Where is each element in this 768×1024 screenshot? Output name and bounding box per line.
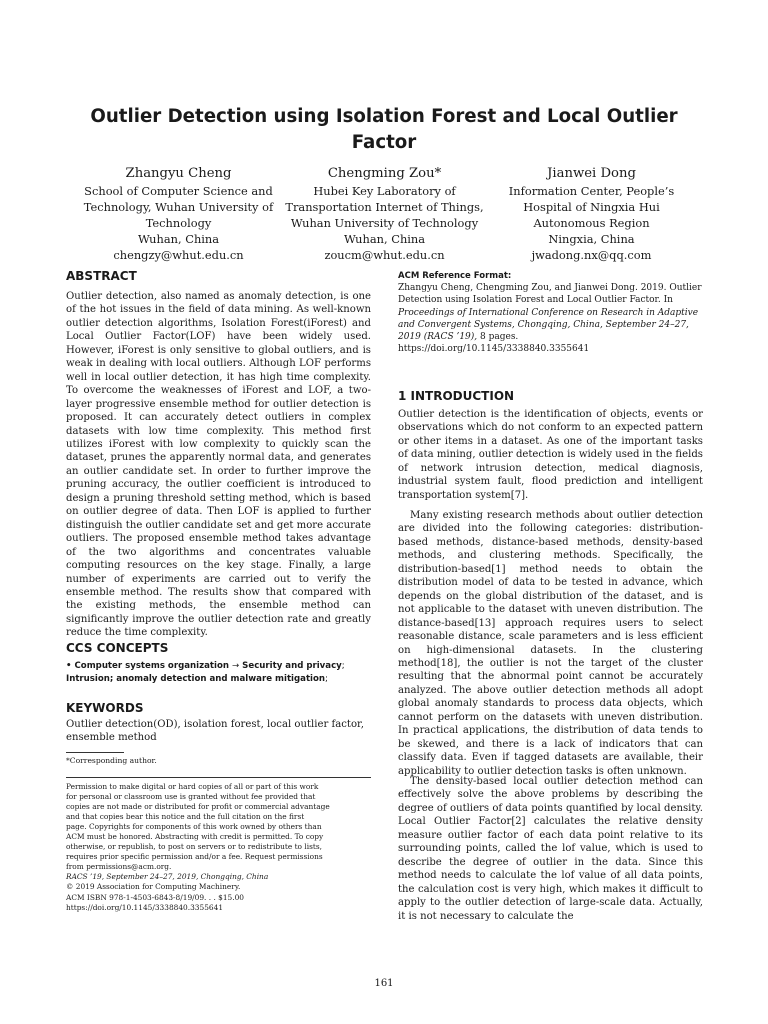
author-affiliation-line: Autonomous Region	[533, 216, 650, 230]
permission-divider	[66, 777, 371, 778]
keywords-heading: KEYWORDS	[66, 701, 144, 715]
ccs-separator: ;	[325, 674, 328, 685]
corresponding-author-footnote: *Corresponding author.	[66, 756, 157, 765]
footnote-divider	[66, 752, 124, 753]
reference-line	[398, 331, 702, 343]
author-name: Jianwei Dong	[547, 166, 636, 181]
author-block-3	[479, 164, 704, 263]
permission-line: Permission to make digital or hard copies of all or part of this work	[66, 782, 319, 791]
author-affiliation-line: Hospital of Ningxia Hui	[523, 200, 660, 214]
permission-notice	[66, 782, 371, 913]
author-affiliation-line: Information Center, People’s	[508, 184, 675, 198]
reference-line: Zhangyu Cheng, Chengming Zou, and Jianwei Dong. 2019. Outlier	[398, 283, 702, 293]
arrow-icon: →	[231, 661, 240, 671]
introduction-heading: 1 INTRODUCTION	[398, 389, 515, 403]
permission-line: for personal or classroom use is granted without fee provided that	[66, 792, 316, 802]
author-affiliation-line: Wuhan, China	[343, 232, 426, 246]
reference-line: Proceedings of International Conference on Research in Adaptive	[398, 307, 699, 318]
author-block-1	[66, 164, 291, 263]
author-name: Zhangyu Cheng	[125, 166, 232, 181]
page-number: 161	[374, 978, 394, 989]
author-email: zoucm@whut.edu.cn	[324, 248, 445, 262]
ccs-term: Computer systems organization	[74, 661, 229, 671]
permission-line: page. Copyrights for components of this work owned by others than	[66, 822, 322, 832]
permission-line: from permissions@acm.org.	[66, 862, 172, 872]
paper-title: Outlier Detection using Isolation Forest and Local Outlier Factor	[90, 106, 678, 153]
ccs-term: Security and privacy	[242, 661, 342, 671]
reference-line: Detection using Isolation Forest and Local Outlier Factor. In	[398, 295, 673, 306]
doi-link[interactable]: https://doi.org/10.1145/3338840.3355641	[66, 902, 224, 912]
keywords-text: Outlier detection(OD), isolation forest, local outlier factor, ensemble method	[66, 719, 364, 744]
ccs-concepts	[66, 660, 345, 687]
acm-reference-text	[398, 282, 702, 356]
ccs-separator: ;	[341, 661, 345, 671]
author-email: chengzy@whut.edu.cn	[113, 248, 244, 262]
permission-line: and that copies bear this notice and the full citation on the first	[66, 812, 305, 822]
author-affiliation-line: Hubei Key Laboratory of	[313, 184, 456, 198]
permission-line: otherwise, or republish, to post on servers or to redistribute to lists,	[66, 842, 322, 852]
conference-venue: RACS ’19, September 24–27, 2019, Chongqing, China	[66, 872, 269, 882]
author-affiliation-line: School of Computer Science and	[84, 184, 273, 198]
abstract-text: Outlier detection, also named as anomaly detection, is one of the hot issues in the field of data mining. As well-known outlier detection algorithms, Isolation Forest(iForest) and Local Outlier Factor(LOF) have been widely used. However, iForest is only sensitive to global outliers, and is weak in dealing with local outliers. Although LOF performs well in local outlier detection, it has high time complexity. To overcome the weaknesses of iForest and LOF, a two-layer progressive ensemble method for outlier detection is proposed. It can accurately detect outliers in complex datasets with low time complexity. This method first utilizes iForest with low complexity to quickly scan the dataset, prunes the apparently normal data, and generates an outlier candidate set. In order to further improve the pruning accuracy, the outlier coefficient is introduced to design a pruning threshold setting method, which is based on outlier degree of data. Then LOF is applied to further distinguish the outlier candidate set and get more accurate outliers. The proposed ensemble method takes advantage of the two algorithms and concentrates valuable computing resources on the key stage. Finally, a large number of experiments are carried out to verify the ensemble method. The results show that compared with the existing methods, the ensemble method can significantly improve the outlier detection rate and greatly reduce the time complexity.	[66, 291, 371, 639]
reference-doi-link[interactable]: https://doi.org/10.1145/3338840.3355641	[398, 344, 590, 355]
author-name: Chengming Zou*	[327, 166, 442, 181]
permission-line: copies are not made or distributed for profit or commercial advantage	[66, 802, 330, 812]
copyright-line: © 2019 Association for Computing Machinery.	[66, 882, 241, 892]
author-affiliation-line: Transportation Internet of Things,	[285, 200, 484, 214]
acm-reference-heading: ACM Reference Format:	[398, 271, 512, 281]
ccs-term: Intrusion; anomaly detection and malware mitigation	[66, 674, 326, 685]
author-affiliation-line: Wuhan University of Technology	[290, 216, 479, 230]
intro-paragraph-3: The density-based local outlier detection method can effectively solve the above problems by describing the degree of outliers of data points quantified by local density. Local Outlier Factor[2] calculates the relative density measure outlier factor of each data point relative to its surrounding points, called the lof value, which is used to describe the degree of outlier in the data. Since this method needs to calculate the lof value of all data points, the calculation cost is very high, which makes it difficult to apply to the outlier detection of large-scale data. Actually, it is not necessary to calculate the	[398, 776, 703, 922]
ccs-heading: CCS CONCEPTS	[66, 641, 169, 655]
intro-paragraph-2: Many existing research methods about outlier detection are divided into the following categories: distribution-based methods, distance-based methods, density-based methods, and clustering methods. Specifically, the distribution-based[1] method needs to obtain the distribution model of data to be tested in advance, which depends on the global distribution of the dataset, and is not applicable to the dataset with uneven distribution. The distance-based[13] approach requires users to select reasonable distance, scale parameters and is less efficient on high-dimensional datasets. In the clustering method[18], the outlier is not the target of the cluster resulting that the abnormal point cannot be accurately analyzed. The above outlier detection methods all adopt global anomaly standards to process data objects, which cannot perform on the datasets with uneven distribution. In practical applications, the distribution of data tends to be skewed, and there is a lack of indicators that can classify data. Even if tagged datasets are available, their applicability to outlier detection tasks is often unknown.	[398, 510, 703, 777]
author-email: jwadong.nx@qq.com	[531, 248, 652, 262]
permission-line: requires prior specific permission and/or a fee. Request permissions	[66, 852, 323, 862]
author-affiliation-line: Technology	[145, 216, 212, 230]
reference-pages: 8 pages.	[477, 332, 519, 343]
permission-line: ACM must be honored. Abstracting with credit is permitted. To copy	[66, 832, 324, 842]
author-affiliation-line: Wuhan, China	[137, 232, 220, 246]
intro-paragraph-1: Outlier detection is the identification of objects, events or observations which do not conform to an expected pattern or other items in a dataset. As one of the important tasks of data mining, outlier detection is widely used in the fields of network intrusion detection, medical diagnosis, industrial system fault, flood prediction and intelligent transportation system[7].	[398, 409, 703, 501]
reference-venue: 2019 (RACS ’19),	[398, 332, 478, 343]
reference-line: and Convergent Systems, Chongqing, China, September 24–27,	[398, 319, 689, 330]
bullet: •	[66, 661, 72, 671]
ccs-line	[66, 673, 345, 686]
abstract-heading: ABSTRACT	[66, 269, 137, 283]
author-block-2	[272, 164, 497, 263]
author-affiliation-line: Technology, Wuhan University of	[83, 200, 274, 214]
author-affiliation-line: Ningxia, China	[548, 232, 635, 246]
ccs-line	[66, 660, 345, 673]
isbn-line: ACM ISBN 978-1-4503-6843-8/19/09. . . $15.00	[66, 892, 244, 902]
